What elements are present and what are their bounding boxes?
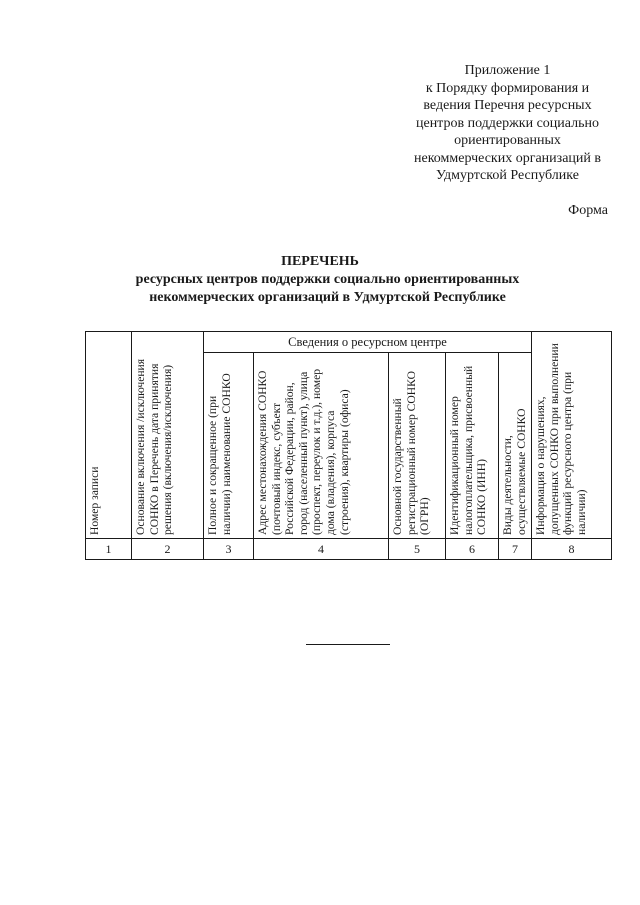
document-title: ПЕРЕЧЕНЬ	[281, 254, 359, 269]
header-cell-ogrn	[389, 353, 446, 539]
subtitle-line: ресурсных центров поддержки социально ориентированных	[135, 272, 520, 287]
header-cell-record-number	[86, 332, 132, 539]
header-cell-activities	[499, 353, 532, 539]
column-header: Идентификационный номер налогоплательщика, присвоенный СОНКО (ИНН)	[448, 365, 489, 535]
appendix-line: Удмуртской Республике	[436, 168, 579, 183]
column-number: 6	[446, 539, 499, 560]
appendix-line: некоммерческих организаций в	[414, 150, 601, 166]
column-header: Адрес местонахождения СОНКО (почтовый индекс, субъект Российской Федерации, район, город (населенный пункт), улица (проспект, переулок и т.д.), номер дома (владения), корпуса (строения), квартиры (офиса)	[256, 368, 351, 535]
appendix-line: центров поддержки социально	[415, 115, 599, 131]
group-header: Сведения о ресурсном центре	[204, 332, 532, 353]
appendix-line: Приложение 1	[464, 63, 551, 78]
column-header: Основание включения /исключения СОНКО в Перечень дата принятия решения (включения/исключения)	[134, 358, 175, 535]
header-cell-address	[254, 353, 389, 539]
column-header: Виды деятельности, осуществляемые СОНКО	[501, 408, 528, 535]
document-subtitle	[60, 271, 595, 307]
appendix-line: ведения Перечня ресурсных	[423, 98, 592, 113]
column-number: 2	[132, 539, 204, 560]
column-header: Информация о нарушениях, допущенных СОНКО при выполнении функций ресурсного центра (при наличии)	[534, 343, 588, 535]
header-cell-name	[204, 353, 254, 539]
column-number: 5	[389, 539, 446, 560]
column-number: 4	[254, 539, 389, 560]
column-number: 7	[499, 539, 532, 560]
header-cell-inn	[446, 353, 499, 539]
register-table	[85, 331, 612, 560]
header-cell-basis	[132, 332, 204, 539]
subtitle-line: некоммерческих организаций в Удмуртской Республике	[149, 290, 506, 305]
closing-rule	[306, 644, 390, 645]
column-number: 8	[532, 539, 612, 560]
appendix-line: к Порядку формирования и	[425, 80, 590, 96]
appendix-line: ориентированных	[454, 133, 561, 148]
column-header: Полное и сокращенное (при наличии) наименование СОНКО	[206, 373, 233, 535]
column-number: 1	[86, 539, 132, 560]
column-header: Основной государственный регистрационный номер СОНКО (ОГРН)	[391, 371, 432, 535]
appendix-note	[395, 62, 620, 185]
column-header: Номер записи	[88, 466, 101, 535]
form-label: Форма	[568, 203, 608, 218]
column-number: 3	[204, 539, 254, 560]
header-cell-violations	[532, 332, 612, 539]
